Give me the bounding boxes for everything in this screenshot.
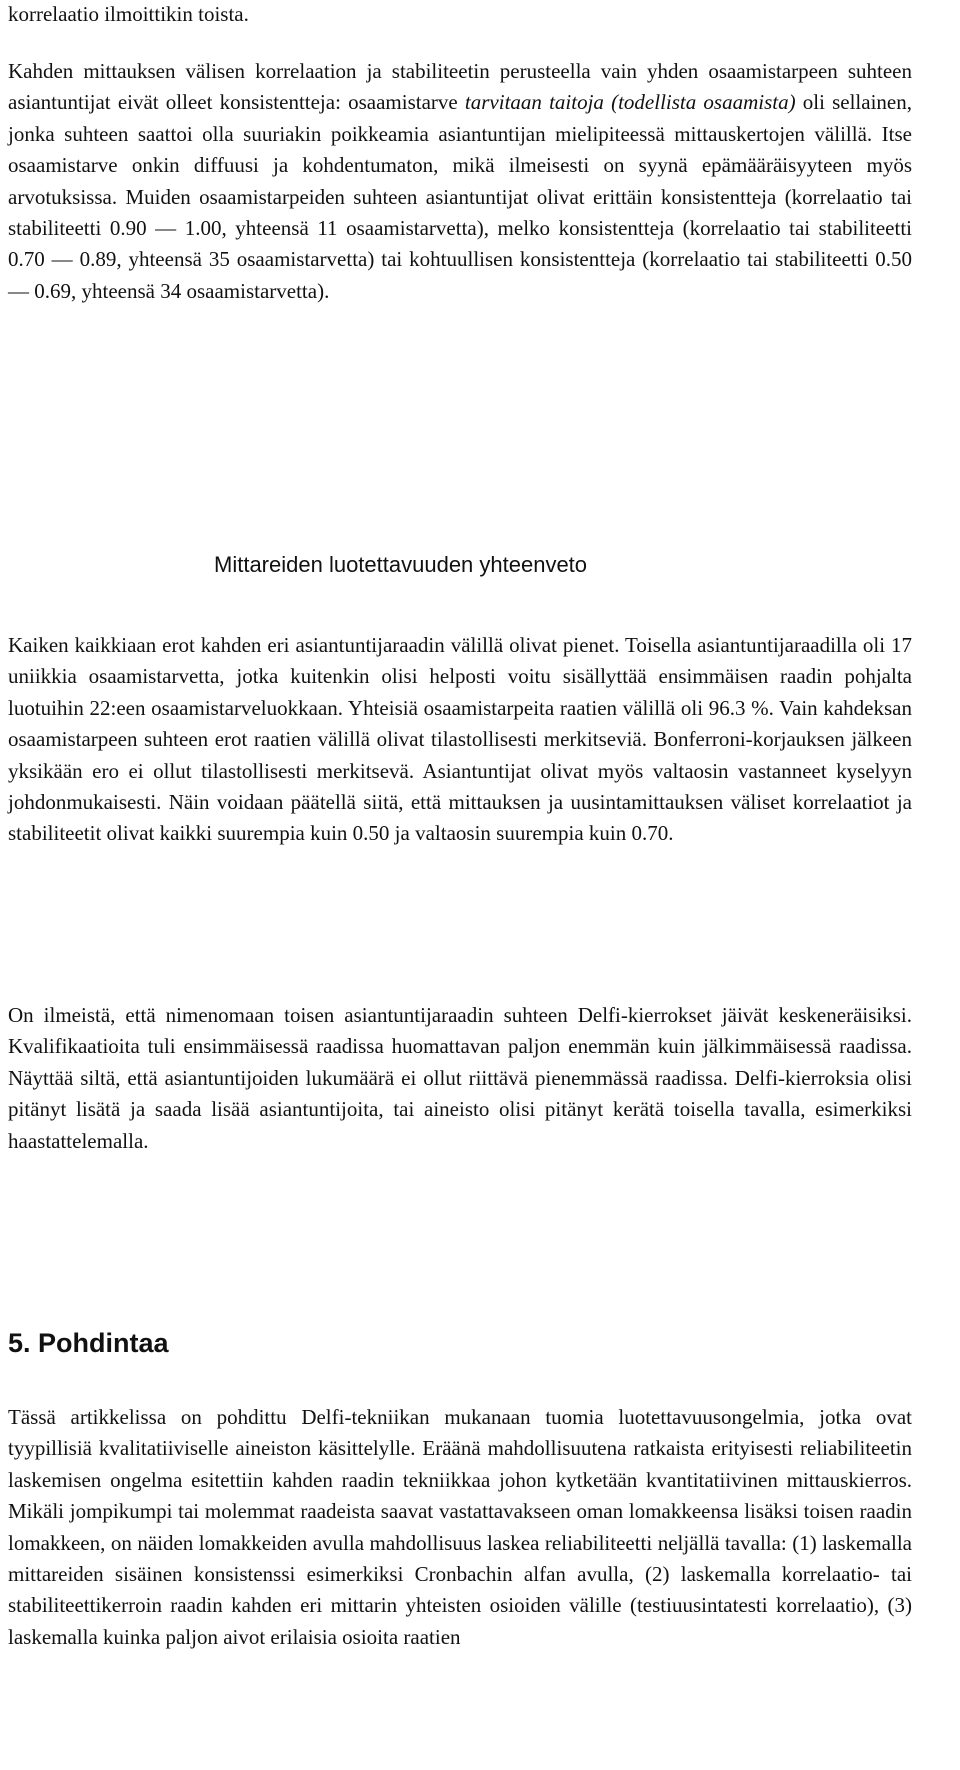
reliability-italic-term: tarvitaan taitoja (todellista osaamista) xyxy=(464,90,796,115)
section-heading-pohdintaa: 5. Pohdintaa xyxy=(8,1328,169,1358)
reliability-text-end: oli sellainen, jonka suhteen saattoi olla suuriakin poikkeamia asiantuntijan mielipiteessä mittauskertojen välillä. Itse osaamistarve onkin diffuusi ja kohdentumaton, mikä ilmeisesti on syynä epämääräisyyteen myös arvotuksissa. Muiden osaamistarpeiden suhteen asiantuntijat olivat erittäin konsistentteja (korrelaatio tai stabiliteetti 0.90 — 1.00, yhteensä 11 osaamistarvetta), melko konsistentteja (korrelaatio tai stabiliteetti 0.70 — 0.89, yhteensä 35 osaamistarvetta) tai kohtuullisen konsistentteja (korrelaatio tai stabiliteetti 0.50 — 0.69, yhteensä 34 osaamistarvetta). xyxy=(8,90,912,303)
paragraph-fragment-top: korrelaatio ilmoittikin toista. xyxy=(8,2,249,26)
paragraph-summary: Kaiken kaikkiaan erot kahden eri asiantuntijaraadin välillä olivat pienet. Toisella asiantuntijaraadilla oli 17 uniikkia osaamistarvetta, jotka kuitenkin olisi helposti voitu sisällyttää ensimmäisen raadin pohjalta luotuihin 22:een osaamistarveluokkaan. Yhteisiä osaamistarpeita raatien välillä oli 96.3 %. Vain kahdeksan osaamistarpeen suhteen erot raatien välillä olivat tilastollisesti merkitseviä. Bonferroni-korjauksen jälkeen yksikään ero ei ollut tilastollisesti merkitsevä. Asiantuntijat olivat myös valtaosin vastanneet kyselyyn johdonmukaisesti. Näin voidaan päätellä siitä, että mittauksen ja uusintamittauksen väliset korrelaatiot ja stabiliteetit olivat kaikki suurempia kuin 0.50 ja valtaosin suurempia kuin 0.70. xyxy=(8,633,912,846)
subheading-reliability-summary: Mittareiden luotettavuuden yhteenveto xyxy=(214,552,588,577)
paragraph-pohdinta: Tässä artikkelissa on pohdittu Delfi-tekniikan mukanaan tuomia luotettavuusongelmia, jotka ovat tyypillisiä kvalitatiiviselle aineiston käsittelylle. Eräänä mahdollisuutena ratkaista erityisesti reliabiliteetin laskemisen ongelma esitettiin kahden raadin tekniikkaa johon kytketään kvantitatiivinen mittauskierros. Mikäli jompikumpi tai molemmat raadeista saavat vastattavakseen oman lomakkeensa lisäksi toisen raadin lomakkeen, on näiden lomakkeiden avulla mahdollisuus laskea reliabiliteetti neljällä tavalla: (1) laskemalla mittareiden sisäinen konsistenssi esimerkiksi Cronbachin alfan avulla, (2) laskemalla korrelaatio- tai stabiliteettikerroin raadin kahden eri mittarin yhteisten osioiden välille (testiuusintatesti korrelaatio), (3) laskemalla kuinka paljon aivot erilaisia osioita raatien xyxy=(8,1405,912,1649)
paragraph-reliability-results xyxy=(8,56,912,307)
reliability-text-start: Kahden mittauksen välisen korrelaation ja stabiliteetin perusteella vain yhden osaamistarpeen suhteen asiantuntijat eivät olleet konsistentteja: osaamistarve xyxy=(8,59,912,115)
paragraph-delfi-rounds: On ilmeistä, että nimenomaan toisen asiantuntijaraadin suhteen Delfi-kierrokset jäivät keskeneräisiksi. Kvalifikaatioita tuli ensimmäisessä raadissa huomattavan paljon enemmän kuin jälkimmäisessä raadissa. Näyttää siltä, että asiantuntijoiden lukumäärä ei ollut riittävä pienemmässä raadissa. Delfi-kierroksia olisi pitänyt lisätä ja saada lisää asiantuntijoita, tai aineisto olisi pitänyt kerätä toisella tavalla, esimerkiksi haastattelemalla. xyxy=(8,1003,912,1153)
